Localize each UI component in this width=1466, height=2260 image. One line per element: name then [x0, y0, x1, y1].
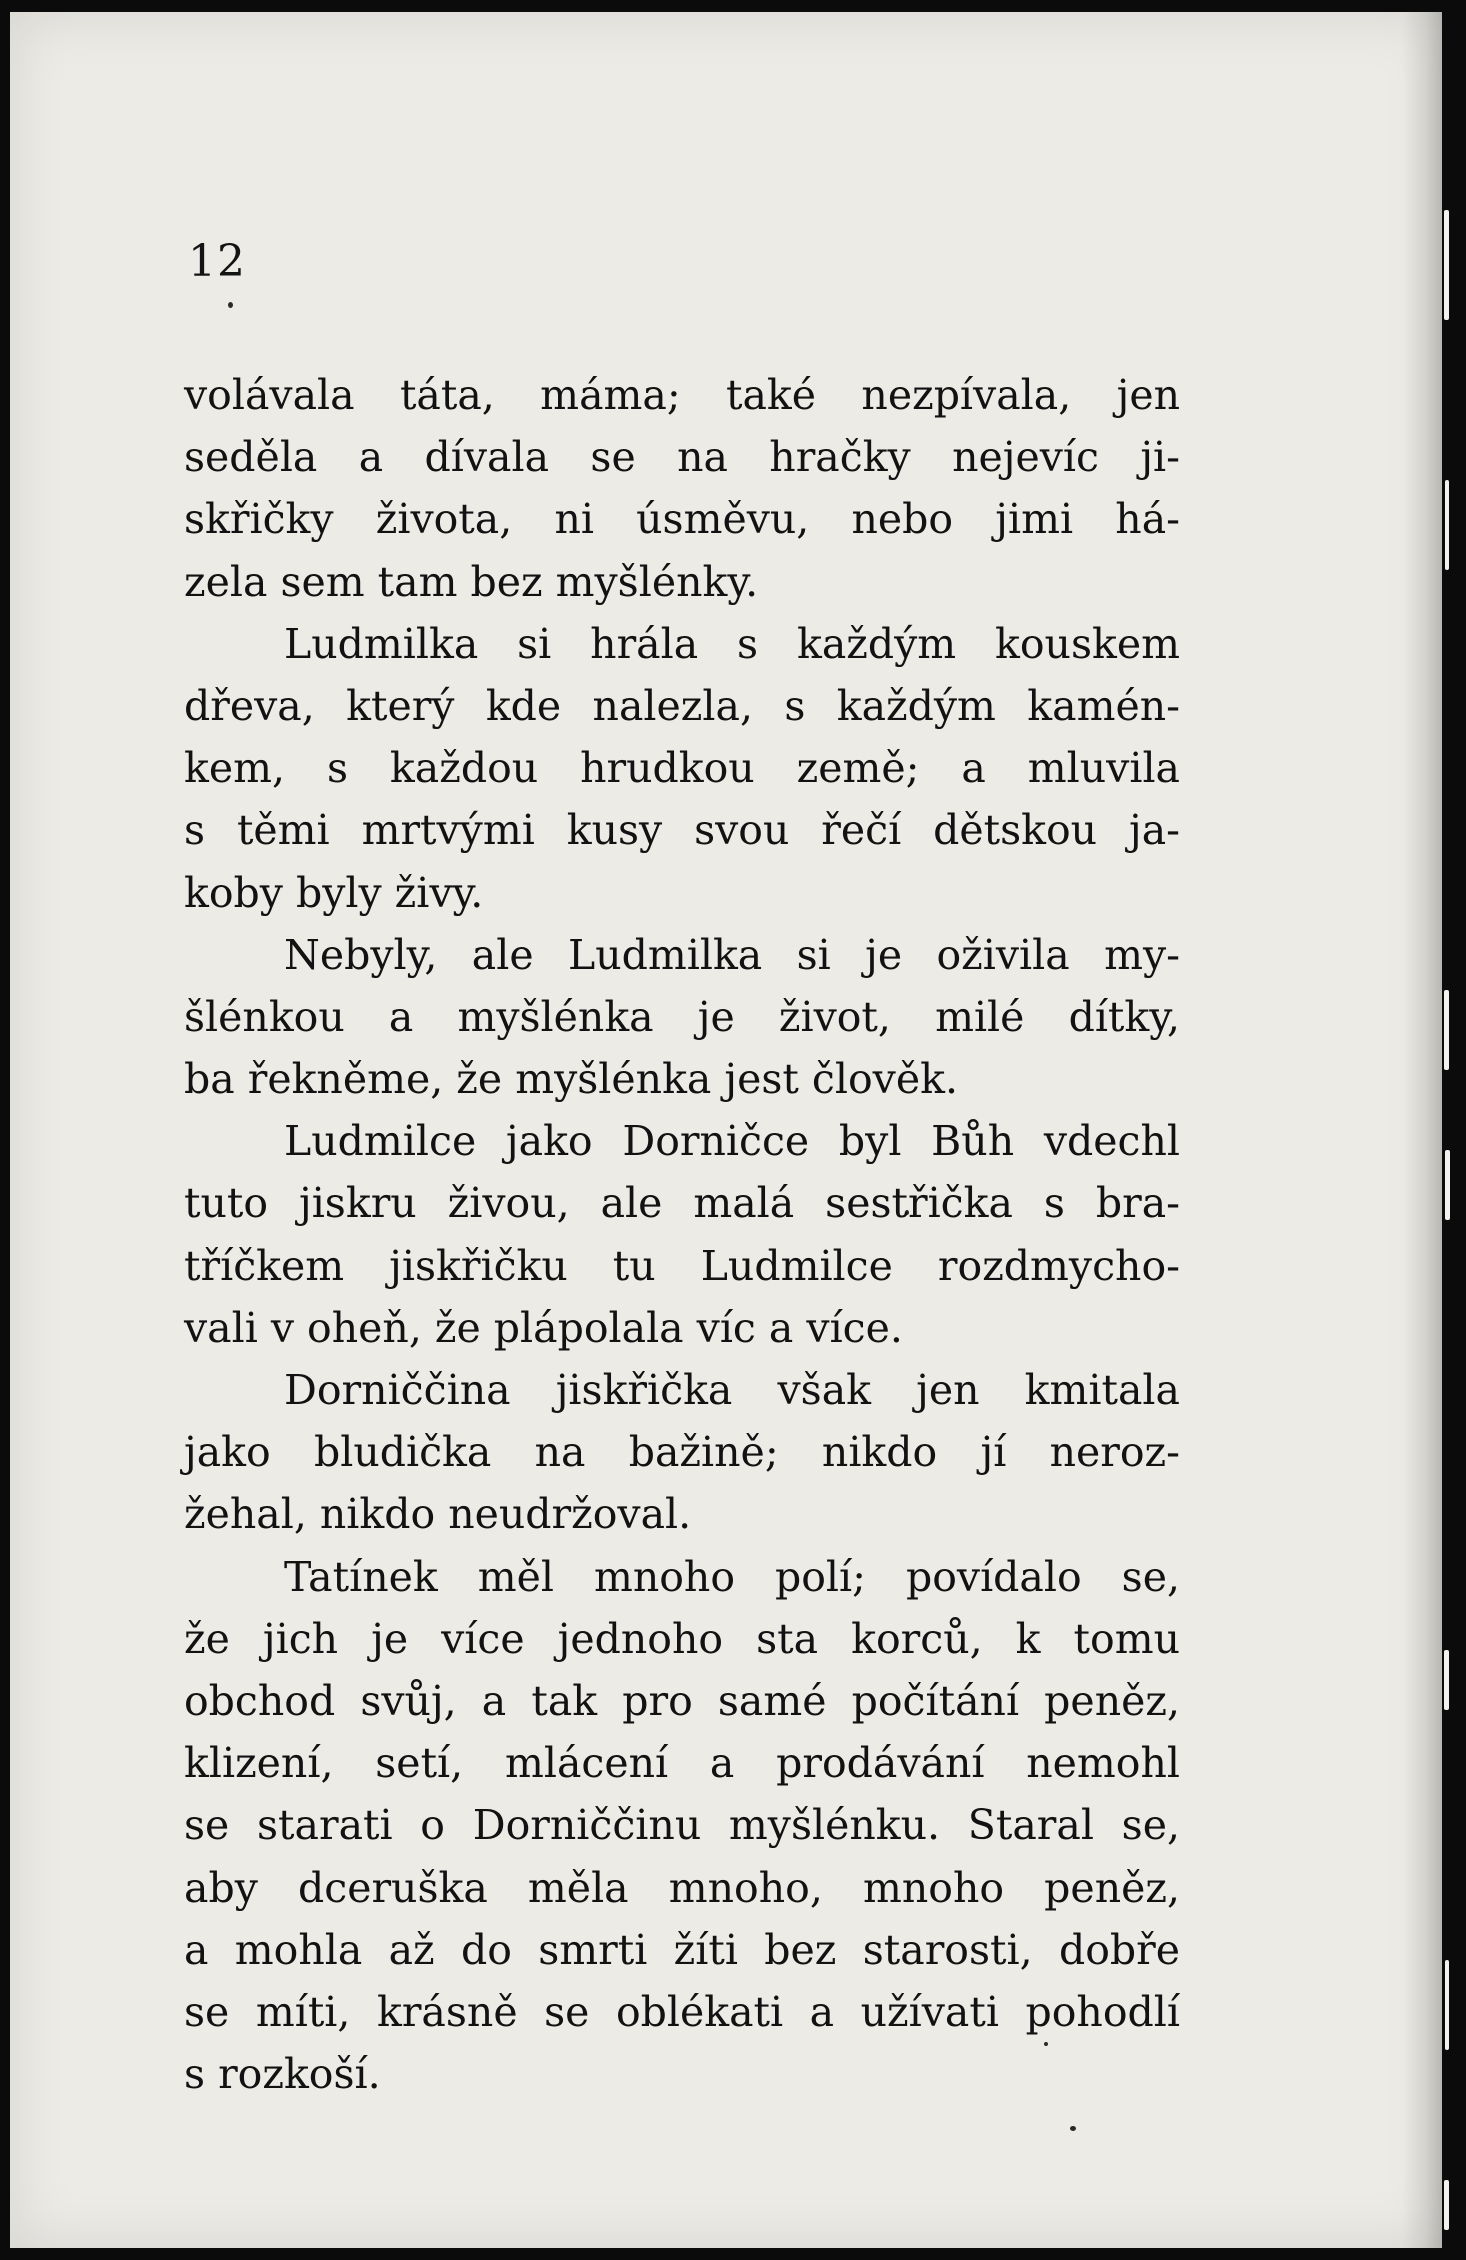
text-line: dřeva, který kde nalezla, s každým kamén- [184, 681, 1180, 730]
text-line: seděla a dívala se na hračky nejevíc ji- [184, 433, 1180, 482]
ink-speck [228, 302, 233, 308]
text-line: klizení, setí, mlácení a prodávání nemohl [184, 1739, 1180, 1788]
page-edge-shadow [1402, 12, 1442, 2248]
edge-mark [1445, 480, 1449, 570]
text-line: kem, s každou hrudkou země; a mluvila [184, 744, 1180, 793]
text-line: Dorniččina jiskřička však jen kmitala [284, 1366, 1180, 1414]
scan-border [1442, 0, 1466, 2260]
text-line: Ludmilce jako Dorničce byl Bůh vdechl [284, 1117, 1180, 1166]
text-line: tříčkem jiskřičku tu Ludmilce rozdmycho- [184, 1241, 1180, 1290]
text-line: zela sem tam bez myšlénky. [184, 557, 759, 606]
text-line: s těmi mrtvými kusy svou řečí dětskou ja- [184, 806, 1180, 855]
edge-mark [1445, 1960, 1449, 2050]
text-line: a mohla až do smrti žíti bez starosti, dobře [184, 1925, 1180, 1974]
text-line: Nebyly, ale Ludmilka si je oživila my- [284, 930, 1180, 979]
text-line: obchod svůj, a tak pro samé počítání peněz, [184, 1676, 1180, 1725]
edge-mark [1444, 990, 1449, 1070]
text-line: se starati o Dorniččinu myšlénku. Staral se, [184, 1801, 1180, 1850]
ink-speck [1070, 2126, 1076, 2131]
text-line: se míti, krásně se oblékati a užívati pohodlí [184, 1987, 1180, 2036]
page-number: 12 [188, 236, 246, 287]
text-line: s rozkoší. [184, 2050, 381, 2099]
text-line: skřičky života, ni úsměvu, nebo jimi há- [184, 495, 1180, 544]
text-line: jako bludička na bažině; nikdo jí neroz- [184, 1428, 1180, 1477]
text-line: Tatínek měl mnoho polí; povídalo se, [284, 1552, 1180, 1601]
book-page [10, 12, 1442, 2248]
text-line: tuto jiskru živou, ale malá sestřička s bra- [184, 1179, 1180, 1228]
edge-mark [1445, 1150, 1450, 1220]
text-line: aby dceruška měla mnoho, mnoho peněz, [184, 1863, 1180, 1912]
body-text [184, 364, 1180, 2105]
text-line: ba řekněme, že myšlénka jest člověk. [184, 1055, 958, 1104]
edge-mark [1444, 2180, 1449, 2230]
text-line: žehal, nikdo neudržoval. [184, 1490, 692, 1539]
edge-mark [1444, 210, 1449, 320]
text-line: koby byly živy. [184, 868, 484, 917]
text-line: volávala táta, máma; také nezpívala, jen [184, 371, 1180, 419]
edge-mark [1444, 1650, 1449, 1710]
text-line: Ludmilka si hrála s každým kouskem [284, 619, 1180, 668]
text-line: vali v oheň, že plápolala víc a více. [184, 1303, 903, 1352]
text-line: že jich je více jednoho sta korců, k tomu [184, 1614, 1180, 1663]
text-line: šlénkou a myšlénka je život, milé dítky, [184, 992, 1180, 1041]
